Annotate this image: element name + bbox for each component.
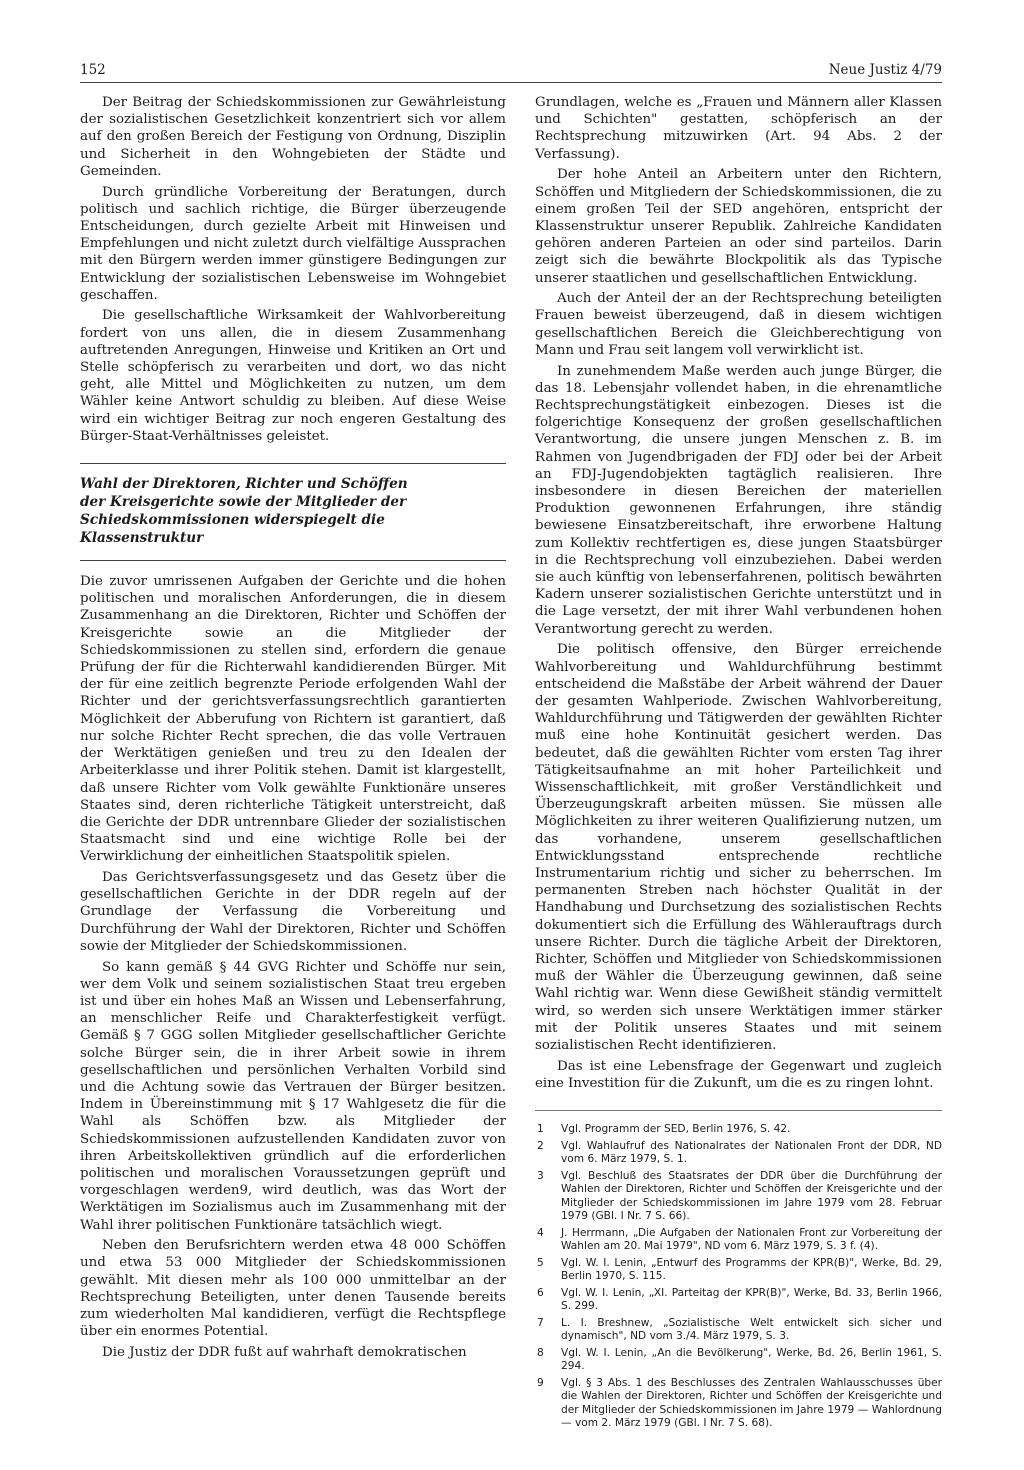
section-heading-line: Schiedskommissionen widerspiegelt die Klassenstruktur xyxy=(80,512,385,547)
footnote-text: Vgl. Programm der SED, Berlin 1976, S. 42. xyxy=(561,1123,791,1136)
footnote-number: 1 xyxy=(537,1123,544,1136)
paragraph: Auch der Anteil der an der Rechtsprechung beteiligten Frauen beweist überzeugend, daß in diesem wichtigen gesellschaftlichen Bereich die Gleichberechtigung von Mann und Frau seit langem voll verwirklicht ist. xyxy=(535,291,942,358)
paragraph: Das Gerichtsverfassungsgesetz und das Gesetz über die gesellschaftlichen Gerichte in der DDR regeln auf der Grundlage der Verfassung die Vorbereitung und Durchführung der Wahl der Direktoren, Richter und Schöffen sowie der Mitglieder der Schiedskommissionen. xyxy=(80,870,506,954)
footnote-number: 2 xyxy=(537,1139,544,1152)
section-heading xyxy=(80,463,506,561)
paragraph: Das ist eine Lebensfrage der Gegenwart und zugleich eine Investition für die Zukunft, um die es zu ringen lohnt. xyxy=(535,1058,942,1091)
footnote xyxy=(535,1287,942,1314)
footnote-number: 7 xyxy=(537,1316,544,1329)
footnote xyxy=(535,1227,942,1254)
paragraph: Durch gründliche Vorbereitung der Beratungen, durch politisch und sachlich richtige, die Bürger überzeugende Entscheidungen, durch gezielte Arbeit mit Hinweisen und Empfehlungen und nicht zuletzt durch vielfältige Aussprachen mit den Bürgern werden immer günstigere Bedingungen zur Entwicklung der sozialistischen Lebensweise im Wohngebiet geschaffen. xyxy=(80,184,506,303)
section-heading-line: Wahl der Direktoren, Richter und Schöffen xyxy=(80,476,408,493)
paragraph: Die Justiz der DDR fußt auf wahrhaft demokratischen xyxy=(102,1345,467,1360)
footnotes xyxy=(535,1110,942,1430)
section-heading-line: der Kreisgerichte sowie der Mitglieder der xyxy=(80,494,407,511)
paragraph: Neben den Berufsrichtern werden etwa 48 000 Schöffen und etwa 53 000 Mitglieder der Schiedskommissionen gewählt. Mit diesen mehr als 100 000 unmittelbar an der Rechtsprechung Beteiligten, unter denen Tausende bereits zum wiederholten Mal kandidieren, verfügt die Rechtspflege über ein enormes Potential. xyxy=(80,1238,506,1340)
footnote-number: 6 xyxy=(537,1286,544,1299)
footnote xyxy=(535,1123,942,1136)
footnote-text: Vgl. W. I. Lenin, „XI. Parteitag der KPR(B)", Werke, Bd. 33, Berlin 1966, S. 299. xyxy=(561,1286,942,1313)
footnote xyxy=(535,1317,942,1344)
footnote xyxy=(535,1140,942,1167)
footnote-number: 9 xyxy=(537,1377,544,1390)
footnote-number: 4 xyxy=(537,1226,544,1239)
footnote xyxy=(535,1347,942,1374)
footnote-number: 3 xyxy=(537,1169,544,1182)
paragraph: In zunehmendem Maße werden auch junge Bürger, die das 18. Lebensjahr vollendet haben, in die ehrenamtliche Rechtsprechungstätigkeit einbezogen. Dieses ist die folgerichtige Konsequenz der großen gesellschaftlichen Verantwortung, die unsere jungen Menschen z. B. im Rahmen von Jugendbrigaden der FDJ oder bei der Arbeit an FDJ-Jugendobjekten tagtäglich realisieren. Ihre insbesondere in diesen Bereichen der materiellen Produktion gewonnenen Erfahrungen, ihre ständig bewiesene Einsatzbereitschaft, ihre erworbene Haltung zum Kollektiv rechtfertigen es, diese jungen Staatsbürger in die Rechtsprechung voll einzubeziehen. Dabei werden sie auch künftig von lebenserfahrenen, politisch bewährten Kadern unserer sozialistischen Gerichte unterstützt und in die Lage versetzt, der mit ihrer Wahl verbundenen hohen Verantwortung gerecht zu werden. xyxy=(535,363,942,637)
paragraph: Der Beitrag der Schiedskommissionen zur Gewährleistung der sozialistischen Gesetzlichkeit konzentriert sich vor allem auf den großen Bereich der Festigung von Ordnung, Disziplin und Sicherheit in den Wohngebieten der Städte und Gemeinden. xyxy=(80,95,506,179)
footnote-text: Vgl. § 3 Abs. 1 des Beschlusses des Zentralen Wahlausschusses über die Wahlen der Direktoren, Richter und Schöffen der Kreisgerichte und der Mitglieder der Schiedskommissionen im Jahre 1979 — Wahlordnung — vom 2. März 1979 (GBl. I Nr. 7 S. 68). xyxy=(561,1377,942,1430)
page-number: 152 xyxy=(80,62,106,78)
paragraph: Die politisch offensive, den Bürger erreichende Wahlvorbereitung und Wahldurchführung bestimmt entscheidend die Maßstäbe der Arbeit während der Dauer der gesamten Wahlperiode. Zwischen Wahlvorbereitung, Wahldurchführung und Tätigwerden der gewählten Richter muß eine hohe Kontinuität gesichert werden. Das bedeutet, daß die gewählten Richter vom ersten Tag ihrer Tätigkeitsaufnahme an mit hoher Parteilichkeit und Wissenschaftlichkeit, mit großer Verständlichkeit und Überzeugungskraft arbeiten müssen. Sie müssen alle Möglichkeiten zu ihrer weiteren Qualifizierung nutzen, um das vorhandene, unserem gesellschaftlichen Entwicklungsstand entsprechende rechtliche Instrumentarium richtig und sicher zu beherrschen. Im permanenten Streben nach höchster Qualität in der Handhabung und Durchsetzung des sozialistischen Rechts dokumentiert sich die Erfüllung des Wählerauftrags durch unsere Richter. Durch die tägliche Arbeit der Direktoren, Richter, Schöffen und Mitglieder von Schiedskommissionen muß der Wähler die Überzeugung gewinnen, daß seine Wahl richtig war. Wenn diese Gewißheit ständig vermittelt wird, so werden sich unsere Werktätigen immer stärker mit der Politik unseres Staates und mit seinem sozialistischen Recht identifizieren. xyxy=(535,642,942,1053)
paragraph: Die zuvor umrissenen Aufgaben der Gerichte und die hohen politischen und moralischen Anforderungen, die in diesem Zusammenhang an die Direktoren, Richter und Schöffen der Kreisgerichte sowie an die Mitglieder der Schiedskommissionen zu stellen sind, erfordern die genaue Prüfung der für die Richterwahl kandidierenden Bürger. Mit der für eine zeitlich begrenzte Periode erfolgenden Wahl der Richter und der gerichtsverfassungsrechtlich garantierten Möglichkeit der Abberufung von Richtern ist garantiert, daß nur solche Richter Recht sprechen, die das volle Vertrauen der Werktätigen genießen und treu zu den Idealen der Arbeiterklasse und ihrer Politik stehen. Damit ist klargestellt, daß unsere Richter vom Volk gewählte Funktionäre unseres Staates sind, deren richterliche Tätigkeit unterstreicht, daß die Gerichte der DDR untrennbare Glieder der sozialistischen Staatsmacht sind und eine wichtige Rolle bei der Verwirklichung der einheitlichen Staatspolitik spielen. xyxy=(80,574,506,865)
journal-title: Neue Justiz 4/79 xyxy=(828,62,942,78)
footnote xyxy=(535,1170,942,1223)
footnote-number: 8 xyxy=(537,1347,544,1360)
footnote xyxy=(535,1377,942,1430)
right-column xyxy=(535,94,942,1434)
footnote-text: L. I. Breshnew, „Sozialistische Welt entwickelt sich sicher und dynamisch", ND vom 3./4. März 1979, S. 3. xyxy=(561,1316,942,1343)
footnote-text: Vgl. W. I. Lenin, „An die Bevölkerung", Werke, Bd. 26, Berlin 1961, S. 294. xyxy=(561,1347,942,1373)
footnote-text: Vgl. W. I. Lenin, „Entwurf des Programms der KPR(B)", Werke, Bd. 29, Berlin 1970, S. 115. xyxy=(561,1256,942,1283)
footnote-text: Vgl. Wahlaufruf des Nationalrates der Nationalen Front der DDR, ND vom 6. März 1979, S. 1. xyxy=(561,1139,942,1166)
paragraph: Die gesellschaftliche Wirksamkeit der Wahlvorbereitung fordert von uns allen, die in diesem Zusammenhang auftretenden Anregungen, Hinweise und Kritiken an Ort und Stelle schöpferisch zu verarbeiten und dort, wo das nicht geht, alle Mittel und Möglichkeiten zu nutzen, um dem Wähler keine Antwort schuldig zu bleiben. Auf diese Weise wird ein wichtiger Beitrag zur noch engeren Gestaltung des Bürger-Staat-Verhältnisses geleistet. xyxy=(80,308,506,444)
footnote-text: J. Herrmann, „Die Aufgaben der Nationalen Front zur Vorbereitung der Wahlen am 20. Mai 1979", ND vom 6. März 1979, S. 3 f. (4). xyxy=(561,1226,942,1252)
footnote-number: 5 xyxy=(537,1256,544,1269)
paragraph: So kann gemäß § 44 GVG Richter und Schöffe nur sein, wer dem Volk und seinem sozialistischen Staat treu ergeben ist und über ein hohes Maß an Wissen und Lebenserfahrung, an menschlicher Reife und Charakterfestigkeit verfügt. Gemäß § 7 GGG sollen Mitglieder gesellschaftlicher Gerichte solche Bürger sein, die in ihrer Arbeit sowie in ihrem gesellschaftlichen und persönlichen Verhalten Vorbild sind und die Achtung sowie das Vertrauen der Bürger besitzen. Indem in Übereinstimmung mit § 17 Wahlgesetz die für die Wahl als Schöffen bzw. als Mitglieder der Schiedskommissionen aufzustellenden Kandidaten zuvor von ihren Arbeitskollektiven gründlich auf die erforderlichen politischen und moralischen Voraussetzungen geprüft und vorgeschlagen werden9, wird deutlich, was das Wort der Werktätigen im Sozialismus auch im Zusammenhang mit der Wahl ihrer politischen Funktionäre tatsächlich wiegt. xyxy=(80,959,506,1233)
left-column xyxy=(80,94,506,1365)
footnote xyxy=(535,1257,942,1284)
paragraph: Grundlagen, welche es „Frauen und Männern aller Klassen und Schichten" gestatten, schöpferisch an der Rechtsprechung mitzuwirken (Art. 94 Abs. 2 der Verfassung). xyxy=(535,95,942,162)
footnote-text: Vgl. Beschluß des Staatsrates der DDR über die Durchführung der Wahlen der Direktoren, Richter und Schöffen der Kreisgerichte und der Mitglieder der Schiedskommissionen im Jahre 1979 vom 28. Februar 1979 (GBl. I Nr. 7 S. 66). xyxy=(561,1169,942,1222)
paragraph: Der hohe Anteil an Arbeitern unter den Richtern, Schöffen und Mitgliedern der Schiedskommissionen, die zu einem großen Teil der SED angehören, entspricht der Klassenstruktur unserer Republik. Zahlreiche Kandidaten gehören anderen Parteien an oder sind parteilos. Darin zeigt sich die bewährte Blockpolitik als das Typische unserer staatlichen und gesellschaftlichen Entwicklung. xyxy=(535,167,942,286)
page-header xyxy=(80,62,942,83)
